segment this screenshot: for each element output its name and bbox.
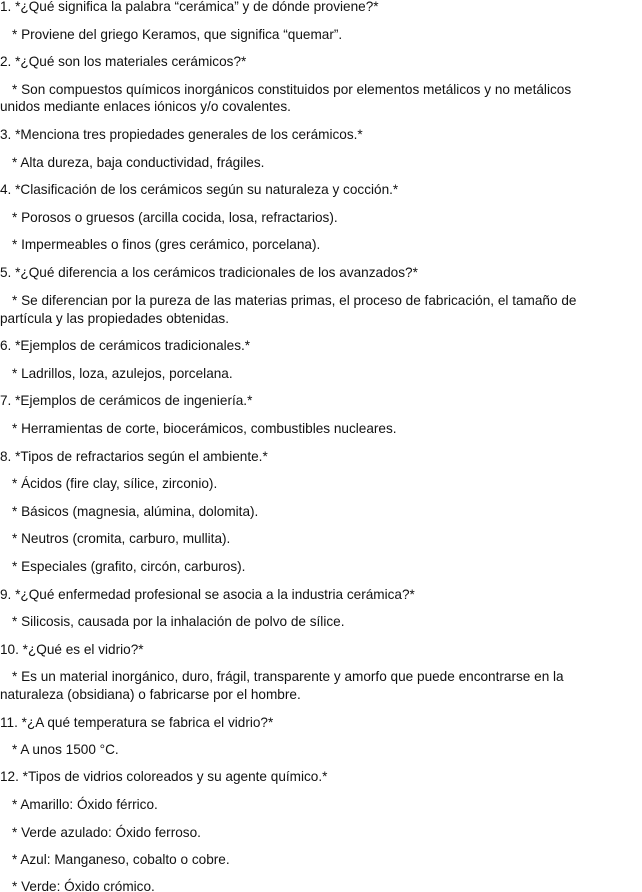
answer-2-line-1: * Son compuestos químicos inorgánicos constituidos por elementos metálicos y no metálicos	[12, 82, 572, 97]
question-3: 3. *Menciona tres propiedades generales de los cerámicos.*	[0, 127, 363, 142]
question-2: 2. *¿Qué son los materiales cerámicos?*	[0, 54, 247, 69]
answer-4-item-1: * Porosos o gruesos (arcilla cocida, losa, refractarios).	[12, 210, 338, 225]
question-5: 5. *¿Qué diferencia a los cerámicos tradicionales de los avanzados?*	[0, 265, 418, 280]
answer-4-item-2: * Impermeables o finos (gres cerámico, porcelana).	[12, 237, 321, 252]
question-7: 7. *Ejemplos de cerámicos de ingeniería.*	[0, 393, 253, 408]
answer-5-line-1: * Se diferencian por la pureza de las materias primas, el proceso de fabricación, el tamaño de	[12, 293, 577, 308]
answer-3: * Alta dureza, baja conductividad, frágiles.	[12, 155, 265, 170]
question-1: 1. *¿Qué significa la palabra “cerámica” y de dónde proviene?*	[0, 0, 379, 14]
answer-8-item-2: * Básicos (magnesia, alúmina, dolomita).	[12, 504, 259, 519]
answer-8-item-1: * Ácidos (fire clay, sílice, zirconio).	[12, 476, 218, 491]
answer-10-line-2: naturaleza (obsidiana) o fabricarse por el hombre.	[0, 687, 301, 702]
answer-12-item-4: * Verde: Óxido crómico.	[12, 879, 155, 892]
question-6: 6. *Ejemplos de cerámicos tradicionales.*	[0, 338, 251, 353]
answer-2-line-2: unidos mediante enlaces iónicos y/o covalentes.	[0, 99, 291, 114]
answer-7: * Herramientas de corte, biocerámicos, combustibles nucleares.	[12, 421, 397, 436]
question-10: 10. *¿Qué es el vidrio?*	[0, 642, 144, 657]
answer-11: * A unos 1500 °C.	[12, 742, 119, 757]
answer-6: * Ladrillos, loza, azulejos, porcelana.	[12, 366, 233, 381]
answer-10-line-1: * Es un material inorgánico, duro, frágil, transparente y amorfo que puede encontrarse en la	[12, 669, 564, 684]
answer-12-item-1: * Amarillo: Óxido férrico.	[12, 797, 158, 812]
question-4: 4. *Clasificación de los cerámicos según su naturaleza y cocción.*	[0, 182, 399, 197]
question-12: 12. *Tipos de vidrios coloreados y su agente químico.*	[0, 769, 328, 784]
answer-8-item-4: * Especiales (grafito, circón, carburos).	[12, 559, 246, 574]
answer-8-item-3: * Neutros (cromita, carburo, mullita).	[12, 531, 231, 546]
question-8: 8. *Tipos de refractarios según el ambiente.*	[0, 449, 268, 464]
answer-12-item-2: * Verde azulado: Óxido ferroso.	[12, 825, 201, 840]
answer-9: * Silicosis, causada por la inhalación de polvo de sílice.	[12, 614, 345, 629]
question-11: 11. *¿A qué temperatura se fabrica el vidrio?*	[0, 715, 274, 730]
question-9: 9. *¿Qué enfermedad profesional se asocia a la industria cerámica?*	[0, 587, 415, 602]
answer-1: * Proviene del griego Keramos, que significa “quemar”.	[12, 27, 343, 42]
answer-5-line-2: partícula y las propiedades obtenidas.	[0, 311, 229, 326]
answer-12-item-3: * Azul: Manganeso, cobalto o cobre.	[12, 852, 230, 867]
